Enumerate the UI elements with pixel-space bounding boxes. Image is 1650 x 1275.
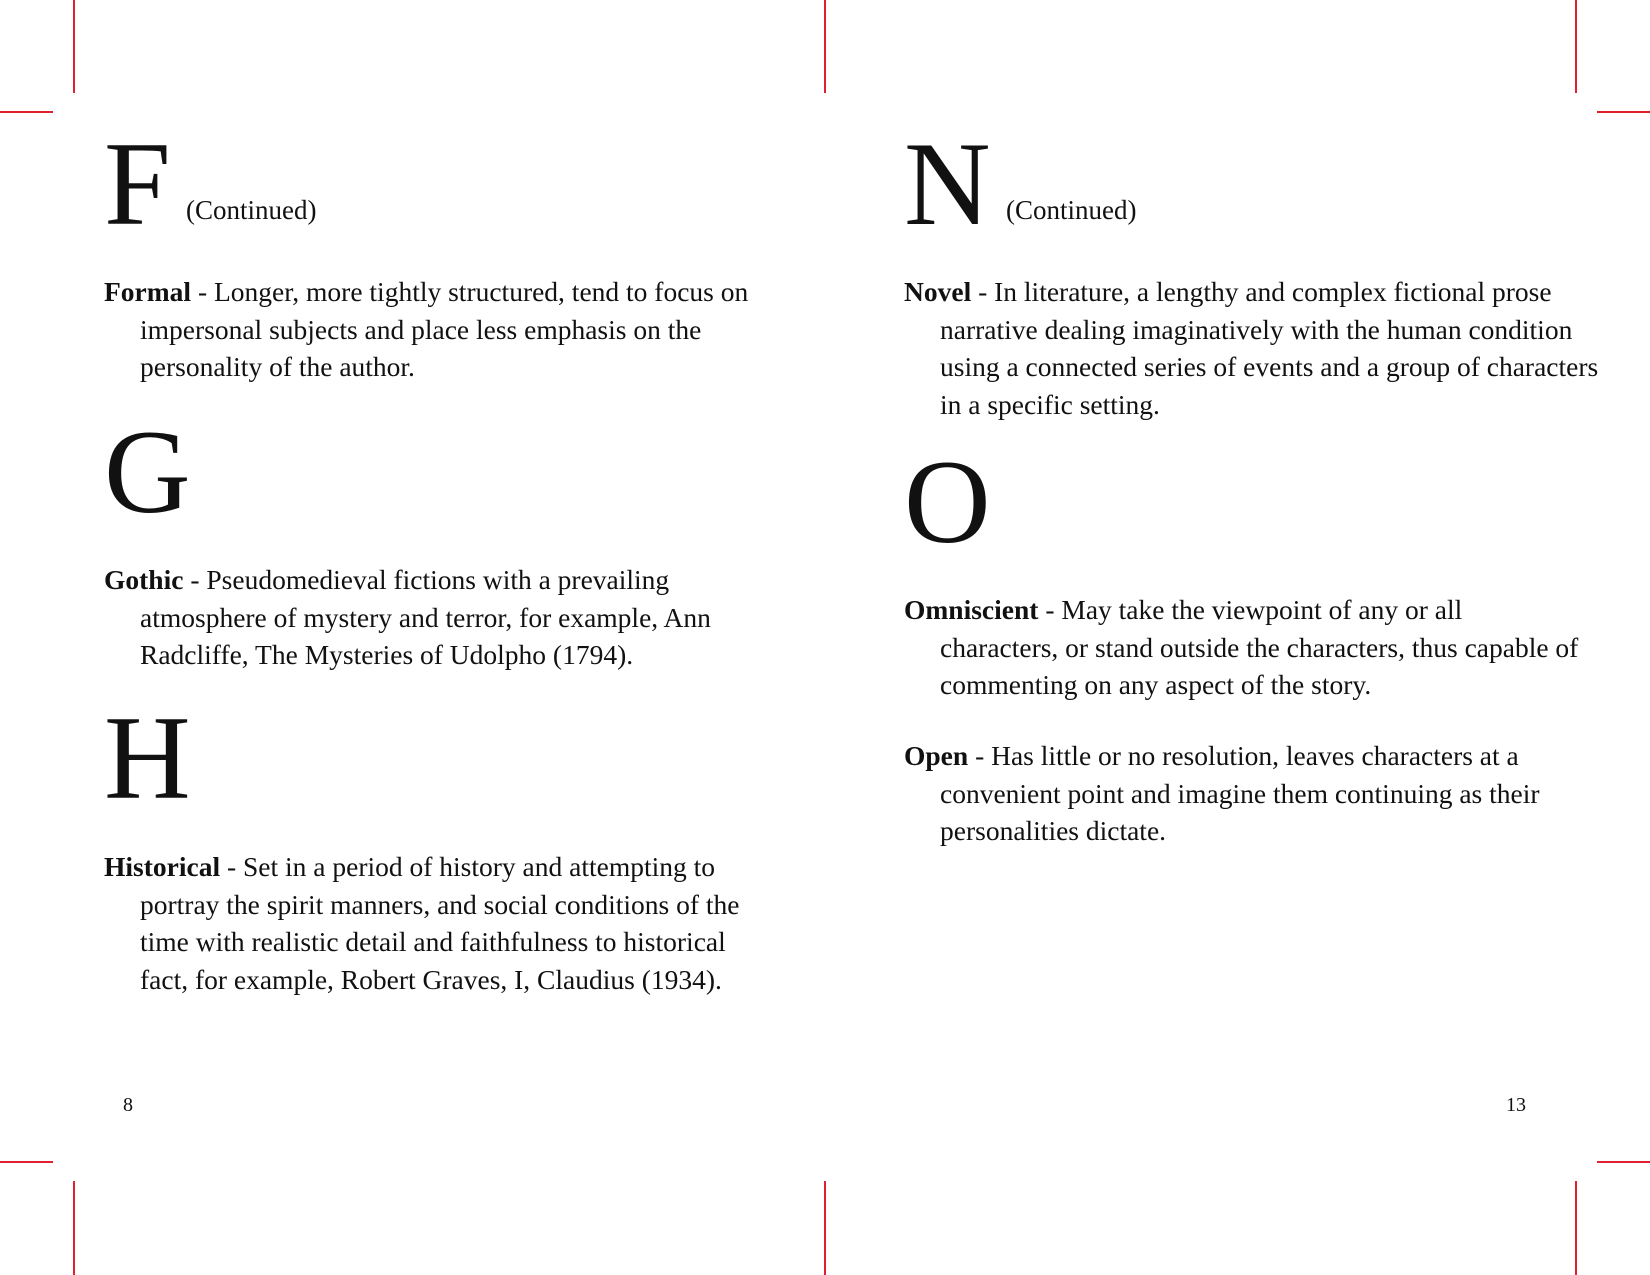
entry-term: Historical <box>104 851 221 882</box>
page-number: 8 <box>123 1094 133 1116</box>
crop-mark-top-center <box>824 0 826 93</box>
glossary-entry-omniscient <box>904 591 1580 704</box>
glossary-entry-historical <box>104 848 780 998</box>
entry-term: Omniscient <box>904 594 1039 625</box>
entry-definition: - Longer, more tightly structured, tend to focus on impersonal subjects and place less emphasis on the personality of the author. <box>140 276 749 383</box>
page-number: 13 <box>1506 1094 1526 1116</box>
section-letter: F <box>104 117 171 250</box>
entry-term: Formal <box>104 276 192 307</box>
crop-mark-left-top <box>0 111 53 113</box>
crop-mark-top-left <box>73 0 75 93</box>
glossary-entry-gothic <box>104 561 790 674</box>
entry-definition: - May take the viewpoint of any or all characters, or stand outside the characters, thus capable of commenting on any aspect of the story. <box>940 594 1579 701</box>
entry-term: Gothic <box>104 564 184 595</box>
entry-definition: - Set in a period of history and attempting to portray the spirit manners, and social conditions of the time with realistic detail and faithfulness to historical fact, for example, Robert Graves, I, Claudius (1934). <box>140 851 740 995</box>
glossary-entry-formal <box>104 273 780 386</box>
entry-definition: - In literature, a lengthy and complex fictional prose narrative dealing imaginatively with the human condition using a connected series of events and a group of characters in a specific setting. <box>940 276 1599 420</box>
crop-mark-left-bottom <box>0 1161 53 1163</box>
entry-term: Novel <box>904 276 972 307</box>
section-letter: O <box>904 435 991 568</box>
continued-label: (Continued) <box>1006 195 1137 225</box>
section-letter: G <box>104 405 191 538</box>
entry-definition: - Has little or no resolution, leaves characters at a convenient point and imagine them continuing as their personalities dictate. <box>940 740 1540 847</box>
entry-term: Open <box>904 740 969 771</box>
crop-mark-top-right <box>1575 0 1577 93</box>
crop-mark-bottom-right <box>1575 1181 1577 1275</box>
entry-definition: - Pseudomedieval fictions with a prevailing atmosphere of mystery and terror, for example, Ann Radcliffe, The Mysteries of Udolpho (1794). <box>140 564 711 671</box>
section-letter: H <box>104 691 191 824</box>
crop-mark-right-top <box>1597 111 1650 113</box>
crop-mark-bottom-left <box>73 1181 75 1275</box>
glossary-entry-open <box>904 737 1580 850</box>
crop-mark-right-bottom <box>1597 1161 1650 1163</box>
continued-label: (Continued) <box>186 195 317 225</box>
section-letter: N <box>904 117 991 250</box>
left-page <box>104 0 764 1275</box>
glossary-entry-novel <box>904 273 1600 423</box>
crop-mark-bottom-center <box>824 1181 826 1275</box>
right-page <box>904 0 1599 1275</box>
